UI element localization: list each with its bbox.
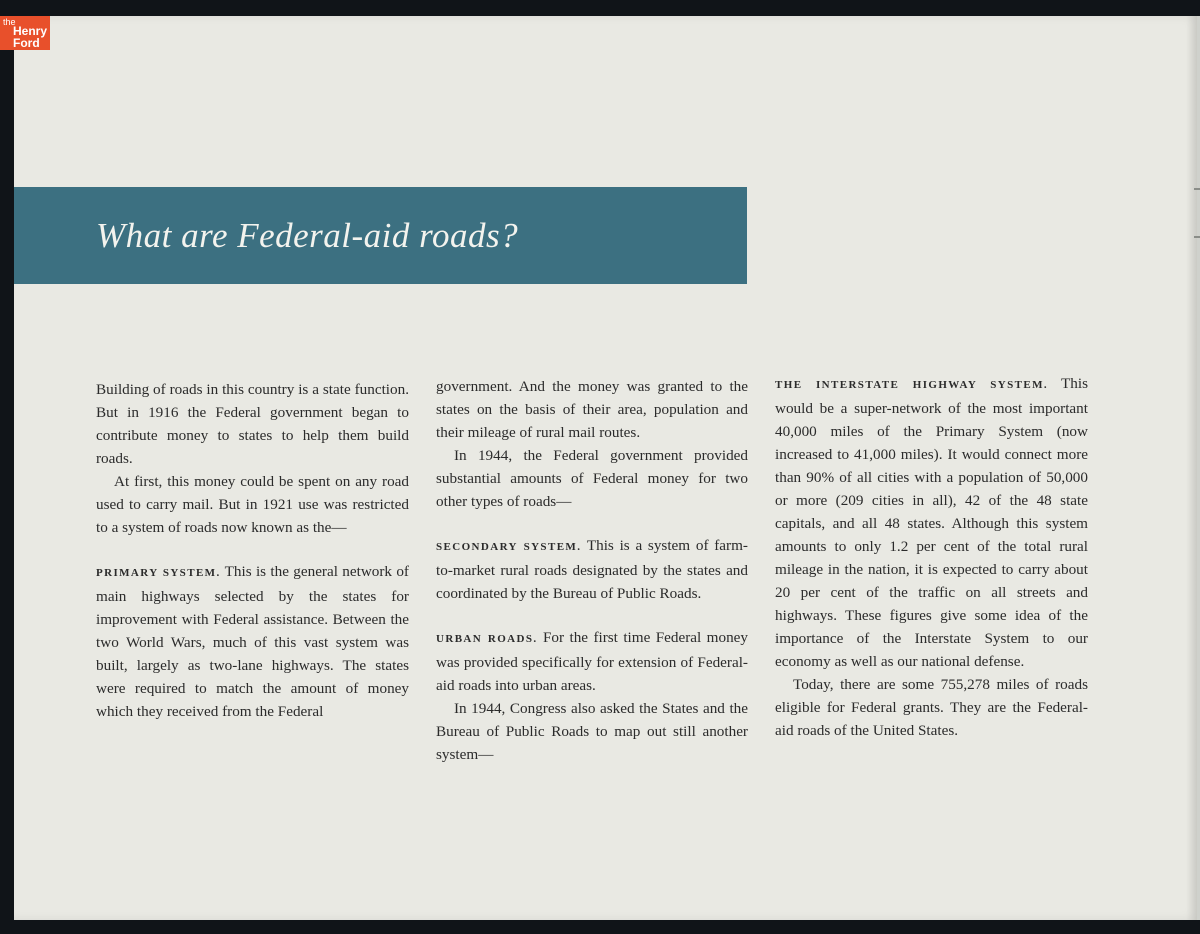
henry-ford-logo <box>0 16 50 50</box>
paragraph: In 1944, Congress also asked the States and the Bureau of Public Roads to map out still another system— <box>436 700 748 763</box>
paragraph: In 1944, the Federal government provided substantial amounts of Federal money for two other types of roads— <box>436 447 748 510</box>
paragraph: At first, this money could be spent on any road used to carry mail. But in 1921 use was restricted to a system of roads now known as the— <box>96 473 409 536</box>
page-edge-mark <box>1194 188 1200 190</box>
section-text: This would be a super-network of the most important 40,000 miles of the Primary System (now increased to 41,000 miles). It would connect more than 90% of all cities with a population of 50,000 or more (209 cities in all), 42 of the 48 state capitals, and all 48 states. Although this system amounts to only 1.2 per cent of the total rural mileage in the nation, it is expected to carry about 20 per cent of the traffic on all streets and highways. These figures give some idea of the importance of the Interstate System to our economy as well as our national defense. <box>775 375 1088 670</box>
text-column-1 <box>96 378 409 723</box>
logo-text-ford: Ford <box>13 36 40 50</box>
paragraph: government. And the money was granted to the states on the basis of their area, population and their mileage of rural mail routes. <box>436 378 748 441</box>
section-primary-system <box>96 560 409 723</box>
text-column-3 <box>775 372 1088 742</box>
section-heading: SECONDARY SYSTEM. <box>436 541 582 553</box>
page-title: What are Federal-aid roads? <box>96 216 519 255</box>
text-column-2 <box>436 375 748 766</box>
section-text: This is the general network of main highways selected by the states for improvement with Federal assistance. Between the two World Wars, much of this vast system was built, largely as two-lane highways. The states were required to match the amount of money which they received from the Federal <box>96 563 409 720</box>
logo-text-the: the <box>3 17 16 27</box>
page-edge-mark <box>1194 236 1200 238</box>
section-heading: URBAN ROADS. <box>436 633 538 645</box>
section-heading: PRIMARY SYSTEM. <box>96 567 221 579</box>
section-urban-roads <box>436 626 748 697</box>
title-banner <box>14 187 747 284</box>
section-text: This is a system of farm-to-market rural roads designated by the states and coordinated by the Bureau of Public Roads. <box>436 537 748 602</box>
logo-text-henry: Henry <box>13 24 48 38</box>
section-text: For the first time Federal money was provided specifically for extension of Federal-aid roads into urban areas. <box>436 629 749 694</box>
section-secondary-system <box>436 534 748 605</box>
paragraph: Building of roads in this country is a state function. But in 1916 the Federal government began to contribute money to states to help them build roads. <box>96 381 409 467</box>
section-interstate-system <box>775 372 1088 673</box>
section-heading: THE INTERSTATE HIGHWAY SYSTEM. <box>775 379 1049 391</box>
paragraph: Today, there are some 755,278 miles of roads eligible for Federal grants. They are the Federal-aid roads of the United States. <box>775 676 1088 739</box>
